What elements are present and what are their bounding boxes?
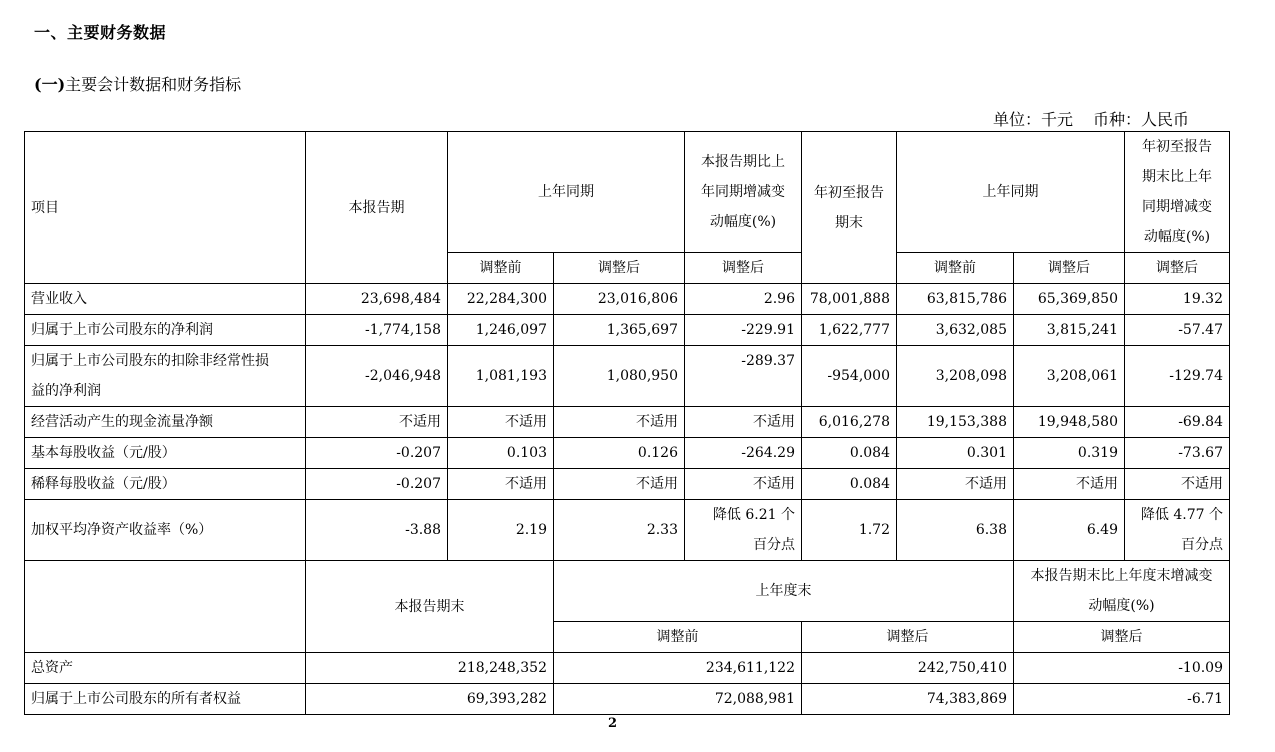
table-row [25, 407, 1230, 438]
header-ytd-line2: 期末 [835, 214, 863, 231]
cell-value: 0.319 [1014, 438, 1125, 469]
cell-value: 0.301 [897, 438, 1014, 469]
cell-value: -57.47 [1125, 315, 1230, 346]
bs-header-after-adj: 调整后 [802, 622, 1014, 653]
cell-value: 6,016,278 [802, 407, 897, 438]
bs-header-change-line2: 动幅度(%) [1088, 598, 1155, 614]
unit-line [993, 107, 1189, 130]
cell-value: 不适用 [448, 407, 554, 438]
row-label-line2: 益的净利润 [31, 383, 101, 399]
cell-value: 23,016,806 [554, 284, 685, 315]
cell-value: 6.38 [897, 500, 1014, 561]
header-ytd-line1: 年初至报告 [814, 184, 884, 201]
row-label: 归属于上市公司股东的所有者权益 [25, 684, 306, 715]
cell-value: 不适用 [554, 469, 685, 500]
cell-value: 不适用 [448, 469, 554, 500]
header-change-current [685, 132, 802, 253]
table-row [25, 653, 1230, 684]
header-item: 项目 [25, 132, 306, 284]
subsection-prefix: (一) [34, 75, 66, 94]
cell-value-line2: 百分点 [753, 537, 795, 553]
cell-value: -954,000 [802, 346, 897, 407]
cell-value: 6.49 [1014, 500, 1125, 561]
header-prior-same-period-ytd: 上年同期 [897, 132, 1125, 253]
header-change-current-line3: 动幅度(%) [709, 214, 777, 230]
header-before-adj: 调整前 [448, 253, 554, 284]
cell-value: 19,948,580 [1014, 407, 1125, 438]
cell-value: 1.72 [802, 500, 897, 561]
cell-value: 2.19 [448, 500, 554, 561]
cell-value: 72,088,981 [554, 684, 802, 715]
row-label: 总资产 [25, 653, 306, 684]
bs-header-row-1 [25, 561, 1230, 622]
cell-value: -6.71 [1014, 684, 1230, 715]
cell-value: 1,080,950 [554, 346, 685, 407]
row-label [25, 346, 306, 407]
cell-value: 不适用 [306, 407, 448, 438]
table-row [25, 315, 1230, 346]
financial-data-table [24, 131, 1230, 715]
header-after-adj: 调整后 [554, 253, 685, 284]
bs-header-blank [25, 561, 306, 653]
cell-value [1125, 500, 1230, 561]
cell-value-line1: 降低 4.77 个 [1140, 507, 1223, 523]
table-row [25, 500, 1230, 561]
cell-value: 69,393,282 [306, 684, 554, 715]
header-prior-same-period: 上年同期 [448, 132, 685, 253]
bs-header-current-end: 本报告期末 [306, 561, 554, 653]
cell-value: -264.29 [685, 438, 802, 469]
cell-value: 3,815,241 [1014, 315, 1125, 346]
header-change-ytd [1125, 132, 1230, 253]
page-number: 2 [607, 716, 618, 731]
header-after-adj-ytd: 调整后 [1014, 253, 1125, 284]
header-ytd [802, 132, 897, 284]
cell-value: -0.207 [306, 438, 448, 469]
cell-value: 0.084 [802, 469, 897, 500]
cell-value: -0.207 [306, 469, 448, 500]
cell-value: 0.084 [802, 438, 897, 469]
cell-value: 74,383,869 [802, 684, 1014, 715]
cell-value-line1: 降低 6.21 个 [712, 507, 795, 523]
table-row [25, 284, 1230, 315]
cell-value: 1,622,777 [802, 315, 897, 346]
cell-value: 19,153,388 [897, 407, 1014, 438]
bs-header-before-adj: 调整前 [554, 622, 802, 653]
bs-header-change-line1: 本报告期末比上年度末增减变 [1030, 568, 1213, 584]
cell-value: -229.91 [685, 315, 802, 346]
cell-value: -69.84 [1125, 407, 1230, 438]
cell-value: 3,208,061 [1014, 346, 1125, 407]
cell-value: 78,001,888 [802, 284, 897, 315]
cell-value: 不适用 [897, 469, 1014, 500]
cell-value: 不适用 [1014, 469, 1125, 500]
row-label: 经营活动产生的现金流量净额 [25, 407, 306, 438]
cell-value: 2.33 [554, 500, 685, 561]
cell-value: -73.67 [1125, 438, 1230, 469]
cell-value: -10.09 [1014, 653, 1230, 684]
unit-label: 单位：千元 [992, 110, 1073, 129]
header-change-ytd-line3: 同期增减变 [1142, 199, 1212, 215]
cell-value: 不适用 [685, 469, 802, 500]
cell-value: 2.96 [685, 284, 802, 315]
cell-value: -2,046,948 [306, 346, 448, 407]
cell-value: 1,365,697 [554, 315, 685, 346]
row-label: 基本每股收益（元/股） [25, 438, 306, 469]
cell-value: 3,632,085 [897, 315, 1014, 346]
cell-value: 0.103 [448, 438, 554, 469]
header-change-current-line2: 年同期增减变 [701, 184, 785, 200]
cell-value: 242,750,410 [802, 653, 1014, 684]
header-after-adj-change-ytd: 调整后 [1125, 253, 1230, 284]
cell-value: 0.126 [554, 438, 685, 469]
cell-value: 23,698,484 [306, 284, 448, 315]
row-label: 加权平均净资产收益率（%） [25, 500, 306, 561]
subsection-title [34, 72, 241, 95]
cell-value: 218,248,352 [306, 653, 554, 684]
header-after-adj-change: 调整后 [685, 253, 802, 284]
cell-value [685, 500, 802, 561]
header-row-1 [25, 132, 1230, 253]
table-row [25, 684, 1230, 715]
row-label: 稀释每股收益（元/股） [25, 469, 306, 500]
row-label: 营业收入 [25, 284, 306, 315]
header-change-ytd-line2: 期末比上年 [1142, 169, 1212, 185]
bs-header-prior-year-end: 上年度末 [554, 561, 1014, 622]
header-before-adj-ytd: 调整前 [897, 253, 1014, 284]
cell-value: 不适用 [554, 407, 685, 438]
cell-value: -289.37 [685, 346, 802, 407]
cell-value: 不适用 [685, 407, 802, 438]
cell-value: 65,369,850 [1014, 284, 1125, 315]
cell-value: -3.88 [306, 500, 448, 561]
table-row [25, 346, 1230, 407]
table-row [25, 438, 1230, 469]
header-change-ytd-line1: 年初至报告 [1142, 139, 1212, 155]
section-title: 一、主要财务数据 [34, 23, 167, 42]
cell-value: 63,815,786 [897, 284, 1014, 315]
bs-header-change [1014, 561, 1230, 622]
currency-label: 币种：人民币 [1092, 110, 1189, 129]
cell-value: 1,081,193 [448, 346, 554, 407]
cell-value: 234,611,122 [554, 653, 802, 684]
header-current-period: 本报告期 [306, 132, 448, 284]
header-change-current-line1: 本报告期比上 [701, 154, 785, 170]
cell-value: 19.32 [1125, 284, 1230, 315]
cell-value: -129.74 [1125, 346, 1230, 407]
row-label: 归属于上市公司股东的净利润 [25, 315, 306, 346]
row-label-line1: 归属于上市公司股东的扣除非经常性损 [31, 353, 269, 369]
cell-value: 1,246,097 [448, 315, 554, 346]
header-change-ytd-line4: 动幅度(%) [1143, 229, 1211, 245]
subsection-text: 主要会计数据和财务指标 [65, 75, 242, 94]
cell-value: -1,774,158 [306, 315, 448, 346]
cell-value: 不适用 [1125, 469, 1230, 500]
table-row [25, 469, 1230, 500]
cell-value: 3,208,098 [897, 346, 1014, 407]
bs-header-after-adj-change: 调整后 [1014, 622, 1230, 653]
cell-value-line2: 百分点 [1181, 537, 1223, 553]
cell-value: 22,284,300 [448, 284, 554, 315]
